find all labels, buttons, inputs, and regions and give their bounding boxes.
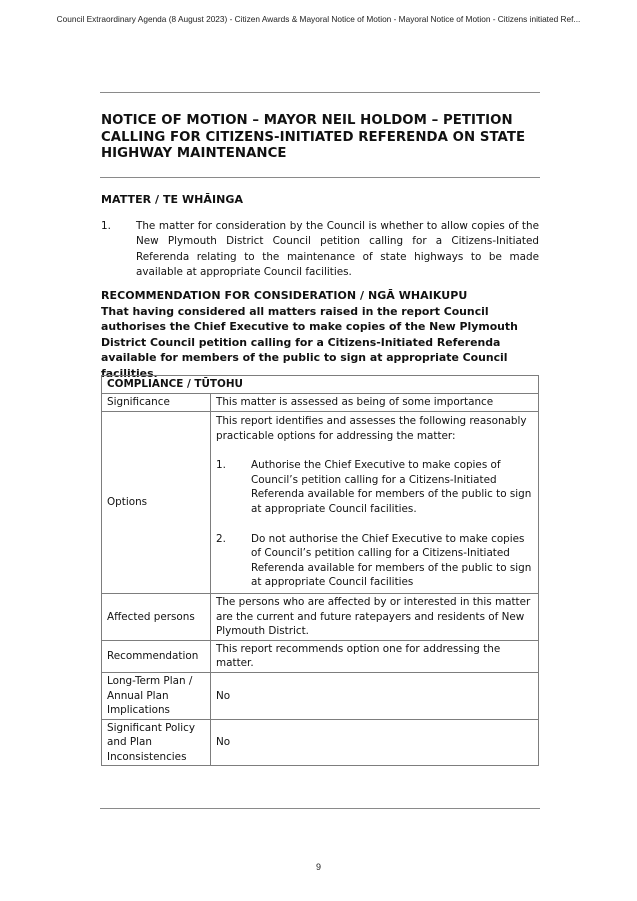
recommendation-heading: RECOMMENDATION FOR CONSIDERATION / NGĀ WHAIKUPU [101, 289, 468, 302]
row-label: Options [102, 412, 211, 594]
row-label: Recommendation [102, 640, 211, 672]
running-header: Council Extraordinary Agenda (8 August 2023) - Citizen Awards & Mayoral Notice of Motion - Mayoral Notice of Motion - Citizens initiated Ref... [56, 14, 581, 24]
options-intro: This report identifies and assesses the following reasonably practicable options for addressing the matter: [216, 415, 527, 442]
recommendation-text: That having considered all matters raised in the report Council authorises the Chief Executive to make copies of the New Plymouth District Council petition calling for a Citizens-Initiated Referenda available for members of the public to sign at appropriate Council facilities. [101, 305, 518, 380]
option-number: 1. [216, 459, 226, 472]
option-item [216, 532, 533, 590]
option-text: Authorise the Chief Executive to make copies of Council’s petition calling for a Citizens-Initiated Referenda available for members of the public to sign at appropriate Council facilities. [251, 459, 532, 515]
option-item [216, 458, 533, 516]
page-number: 9 [315, 862, 321, 872]
row-label: Significant Policy and Plan Inconsistencies [102, 719, 211, 766]
page-title: NOTICE OF MOTION – MAYOR NEIL HOLDOM – PETITION CALLING FOR CITIZENS-INITIATED REFERENDA ON STATE HIGHWAY MAINTENANCE [101, 113, 526, 161]
row-label: Significance [102, 394, 211, 412]
table-row [102, 394, 539, 412]
table-row [102, 593, 539, 640]
row-value: This report recommends option one for addressing the matter. [211, 640, 539, 672]
compliance-table [101, 375, 539, 766]
matter-item-number: 1. [101, 220, 111, 232]
options-cell [211, 412, 539, 594]
table-row [102, 719, 539, 766]
compliance-heading: COMPLIANCE / TŪTOHU [102, 376, 539, 394]
row-label: Affected persons [102, 593, 211, 640]
matter-heading: MATTER / TE WHĀINGA [101, 193, 244, 206]
options-list [216, 458, 533, 590]
row-label: Long-Term Plan / Annual Plan Implications [102, 672, 211, 719]
matter-item-text: The matter for consideration by the Council is whether to allow copies of the New Plymouth District Council petition calling for a Citizens-Initiated Referenda relating to the maintenance of state highways to be made available at appropriate Council facilities. [136, 220, 539, 279]
option-text: Do not authorise the Chief Executive to make copies of Council’s petition calling for a Citizens-Initiated Referenda available for members of the public to sign at appropriate Council facilities [251, 532, 532, 589]
divider-top [100, 92, 540, 93]
divider-bottom [100, 808, 540, 809]
table-row [102, 640, 539, 672]
row-value: The persons who are affected by or interested in this matter are the current and future ratepayers and residents of New Plymouth District. [211, 593, 539, 640]
table-row [102, 412, 539, 594]
row-value: No [211, 672, 539, 719]
divider-title [100, 177, 540, 178]
compliance-header-row [102, 376, 539, 394]
row-value: No [211, 719, 539, 766]
option-number: 2. [216, 532, 226, 545]
matter-item [101, 219, 539, 281]
table-row [102, 672, 539, 719]
row-value: This matter is assessed as being of some importance [211, 394, 539, 412]
